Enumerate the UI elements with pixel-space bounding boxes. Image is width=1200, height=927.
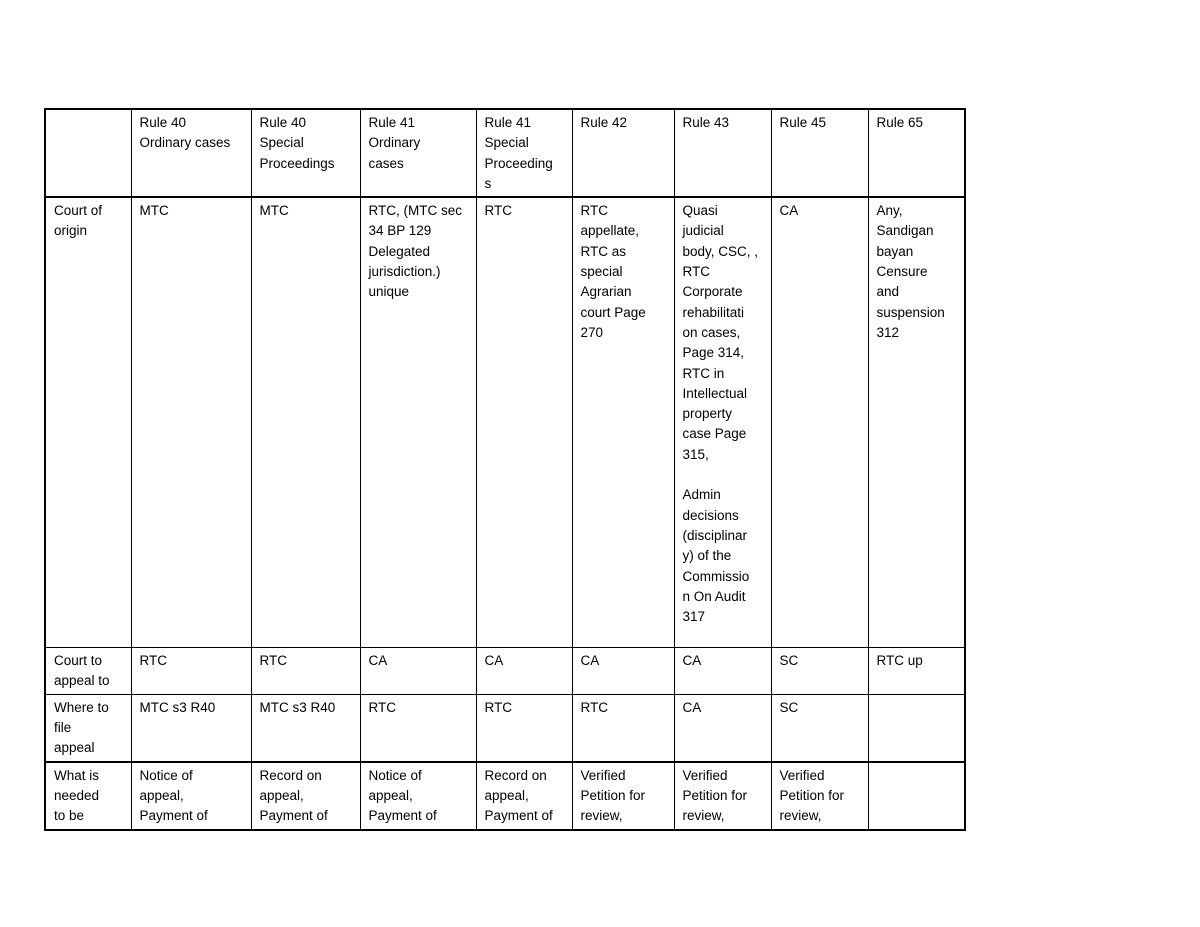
header-cell-blank	[45, 109, 131, 197]
table-cell: Record on appeal, Payment of	[251, 762, 360, 830]
header-cell-rule43: Rule 43	[674, 109, 771, 197]
appeals-comparison-table	[44, 108, 966, 831]
table-row-what-is-needed	[45, 762, 965, 830]
table-cell: RTC	[476, 694, 572, 761]
table-row-court-of-origin	[45, 197, 965, 648]
table-cell: CA	[771, 197, 868, 648]
table-cell: MTC	[131, 197, 251, 648]
header-cell-rule42: Rule 42	[572, 109, 674, 197]
table-cell: RTC	[572, 694, 674, 761]
table-cell: Notice of appeal, Payment of	[131, 762, 251, 830]
table-cell	[868, 762, 965, 830]
table-cell: RTC, (MTC sec 34 BP 129 Delegated jurisdiction.) unique	[360, 197, 476, 648]
row-label: Where to file appeal	[45, 694, 131, 761]
header-cell-rule41-special: Rule 41 Special Proceeding s	[476, 109, 572, 197]
row-label: What is needed to be	[45, 762, 131, 830]
table-cell: Quasi judicial body, CSC, , RTC Corporate rehabilitati on cases, Page 314, RTC in Intellectual property case Page 315, Admin decisions (disciplinar y) of the Commissio n On Audit 317	[674, 197, 771, 648]
header-cell-rule40-special: Rule 40 Special Proceedings	[251, 109, 360, 197]
table-cell: RTC	[360, 694, 476, 761]
table-cell: RTC up	[868, 648, 965, 695]
table-cell: Verified Petition for review,	[674, 762, 771, 830]
table-cell: CA	[360, 648, 476, 695]
table-cell: RTC	[251, 648, 360, 695]
table-cell: SC	[771, 694, 868, 761]
table-cell: SC	[771, 648, 868, 695]
table-cell	[868, 694, 965, 761]
table-cell: CA	[572, 648, 674, 695]
table-cell: MTC	[251, 197, 360, 648]
header-row	[45, 109, 965, 197]
row-label: Court to appeal to	[45, 648, 131, 695]
table-cell: MTC s3 R40	[131, 694, 251, 761]
table-cell: Verified Petition for review,	[572, 762, 674, 830]
table-cell: RTC appellate, RTC as special Agrarian court Page 270	[572, 197, 674, 648]
table-cell: CA	[674, 648, 771, 695]
table-row-where-to-file-appeal	[45, 694, 965, 761]
table-cell: CA	[674, 694, 771, 761]
table-cell: Verified Petition for review,	[771, 762, 868, 830]
header-cell-rule41-ordinary: Rule 41 Ordinary cases	[360, 109, 476, 197]
row-label: Court of origin	[45, 197, 131, 648]
header-cell-rule45: Rule 45	[771, 109, 868, 197]
table-cell: CA	[476, 648, 572, 695]
table-row-court-to-appeal-to	[45, 648, 965, 695]
table-cell: Record on appeal, Payment of	[476, 762, 572, 830]
table-cell: Any, Sandigan bayan Censure and suspension 312	[868, 197, 965, 648]
table-cell: RTC	[131, 648, 251, 695]
header-cell-rule65: Rule 65	[868, 109, 965, 197]
table-cell: MTC s3 R40	[251, 694, 360, 761]
table-cell: Notice of appeal, Payment of	[360, 762, 476, 830]
table-cell: RTC	[476, 197, 572, 648]
header-cell-rule40-ordinary: Rule 40 Ordinary cases	[131, 109, 251, 197]
